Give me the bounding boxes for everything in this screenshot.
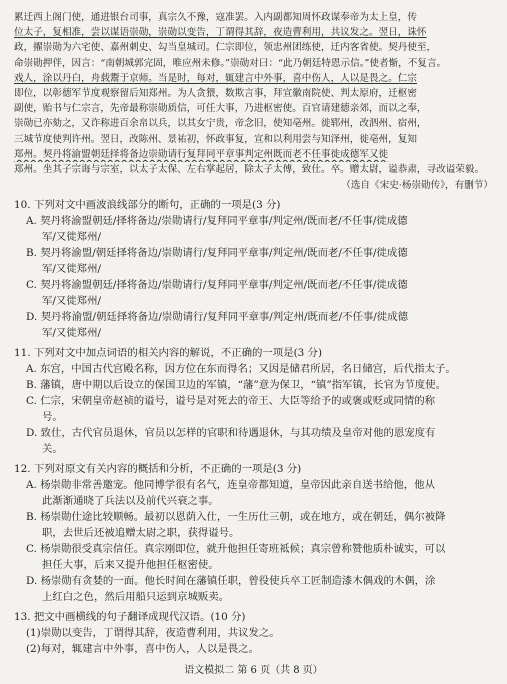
translation-underline-2: 戏人，涂以丹白，舟载鬻于京师。当是时，每对，辄建言中外事，喜中伤人，人以是畏之。仁宗	[14, 72, 417, 84]
translation-item-1: (1)崇勋以变告，丁谓得其辞，夜造曹利用，共议发之。	[26, 627, 280, 640]
option-text-cont: 职，去世后还被追赠太尉之职，获得谥号。	[42, 527, 240, 540]
question-10	[14, 197, 493, 341]
passage-line: 三城节度使判许州。翌日，改陈州、景祐初，怀政事复，宣和以利用尝与知泽州，徙亳州，复知	[14, 133, 417, 145]
passage-line: 累迁西上阁门使，通进银台司事，真宗久不豫，寇准罢。入内副都知周怀政谋奉帝为太上皇，传	[14, 12, 417, 23]
option-text: 仁宗，宋朝皇帝赵祯的谥号，谥号是对死去的帝王、大臣等给予的或褒或贬或同情的称	[40, 395, 436, 408]
option-text: 杨崇勋非常善邀宠。他同博学很有名气，连皇帝都知道，皇帝因此亲自送书给他，他从	[40, 479, 435, 492]
passage-line: 郑州。坐其子宗诲与宗室，以太子太保、左右掌起居，除太子太傅，致仕。卒。赠太尉，谥恭肃，寻改谥荣毅。	[14, 164, 485, 176]
option-text: 契丹将渝盟朝廷/择将备边/崇勋请行/复拜同平章事/判定州/既而老/不任事/徙成德	[40, 215, 408, 228]
option-label: B.	[26, 511, 37, 524]
passage-line: 政，擢崇勋为六宅使、嘉州刺史、勾当皇城司。仁宗即位，领忠州团练使，迁内客省使。契丹使至，	[14, 42, 437, 54]
translation-underline-1: 位太子，复相准，尝以谋语崇勋，崇勋以变告，丁谓得其辞，夜造曹利用，共议发之。翌日，诛怀	[14, 27, 427, 39]
question-13	[14, 609, 493, 657]
passage-line	[14, 147, 493, 162]
question-stem: 10. 下列对文中画波浪线部分的断句，正确的一项是(3 分)	[14, 199, 281, 212]
option-label: D.	[26, 575, 38, 588]
option-c[interactable]	[14, 277, 493, 309]
passage-line: 崇勋已亦劾之，又诈称进百余帛以兵，以其女宁贵，帝念旧，使知亳州。徙郓州，改泗州、宿州，	[14, 118, 427, 130]
option-text-cont: 关。	[42, 443, 63, 456]
option-text: 东宫，中国古代宫殿名称，因方位在东而得名；又因是储君所居，名日储宫，后代指太子。	[40, 363, 456, 376]
option-c[interactable]	[14, 541, 493, 573]
option-label: C.	[26, 543, 37, 556]
option-text-cont: 军/又徙郑州/	[42, 263, 101, 276]
option-label: D.	[26, 427, 38, 440]
option-a[interactable]	[14, 361, 493, 377]
question-stem: 11. 下列对文中加点词语的相关内容的解说，不正确的一项是(3 分)	[14, 347, 323, 360]
option-text: 藩镇，唐中期以后设立的保国卫边的军镇，“藩”意为保卫，“镇”指军镇，长官为节度使。	[40, 379, 446, 392]
option-text-cont: 上红白之色，然后用船只运到京城贩卖。	[42, 591, 230, 604]
option-label: B.	[26, 247, 37, 260]
question-11	[14, 345, 493, 457]
option-text-cont: 此渐渐通晓了兵法以及前代兴衰之事。	[42, 495, 219, 508]
passage-line: 副使，贻书与仁宗言，先帝最称崇勋质信，可任大事，乃进枢密使。百官请建德亲郊，而以之奉，	[14, 103, 427, 115]
translation-item-2: (2)每对，辄建言中外事，喜中伤人，人以是畏之。	[26, 643, 259, 656]
option-text: 契丹将渝盟朝廷/择将备边/崇勋请行/复拜同平章事/判定州/既而老/不任事/徙成德	[40, 279, 408, 292]
option-b[interactable]	[14, 509, 493, 541]
option-a[interactable]	[14, 477, 493, 509]
option-text: 致仕，古代官员退休，官员以怎样的官职和待遇退休，与其功绩及皇帝对他的恩宠度有	[40, 427, 436, 440]
option-b[interactable]	[14, 377, 493, 393]
option-d[interactable]	[14, 425, 493, 457]
question-12	[14, 461, 493, 605]
passage-line	[14, 71, 493, 86]
option-b[interactable]	[14, 245, 493, 277]
option-text-cont: 军/又徙郑州/	[42, 327, 101, 340]
question-stem: 13. 把文中画横线的句子翻译成现代汉语。(10 分)	[14, 611, 246, 624]
question-stem: 12. 下列对原文有关内容的概括和分析，不正确的一项是(3 分)	[14, 463, 302, 476]
page-footer: 语文模拟二 第 6 页（共 8 页）	[184, 665, 323, 676]
option-text-cont: 军/又徙郑州/	[42, 295, 101, 308]
option-label: C.	[26, 279, 37, 292]
option-a[interactable]	[14, 213, 493, 245]
option-text: 杨崇勋仕途比较顺畅。最初以恩荫入仕，一生历仕三朝，或在地方，或在朝廷，偶尔被降	[40, 511, 446, 524]
option-text: 契丹将渝盟/朝廷择将备边/崇勋请行/复拜同平章事/判定州/既而老/不任事/徙成德	[40, 311, 408, 324]
option-label: D.	[26, 311, 38, 324]
classical-passage	[14, 10, 493, 193]
option-label: B.	[26, 379, 37, 392]
option-label: A.	[26, 363, 37, 376]
option-text: 杨崇勋有贪婪的一面。他长时间在藩镇任职，曾役使兵卒工匠制造漆木偶戏的木偶，涂	[40, 575, 436, 588]
passage-line: 即位，以彰德军节度观察留后知郑州。为人贪猥，数欺言事，拜宣徽南院使、判太原府，迁枢密	[14, 88, 417, 100]
option-label: C.	[26, 395, 37, 408]
option-label: A.	[26, 479, 37, 492]
option-text: 契丹将渝盟/朝廷择将备边/崇勋请行/复拜同平章事/判定州/既而老/不任事/徙成德	[40, 247, 408, 260]
option-label: A.	[26, 215, 37, 228]
option-d[interactable]	[14, 309, 493, 341]
option-text-cont: 担任大事，后来又提升他担任枢密使。	[42, 559, 219, 572]
wavy-underline-segment: 郑州。契丹将渝盟朝廷择将备边崇勋请行复拜同平章事判定州既而老不任事徙成德军又徙	[14, 148, 389, 160]
option-text: 杨崇勋很受真宗信任。真宗刚即位，就升他担任寄班祗候；真宗曾称赞他质朴诚实，可以	[40, 543, 446, 556]
option-text-cont: 号。	[42, 411, 63, 424]
option-c[interactable]	[14, 393, 493, 425]
option-d[interactable]	[14, 573, 493, 605]
option-text-cont: 军/又徙郑州/	[42, 231, 101, 244]
passage-line	[14, 25, 493, 40]
passage-source: （选自《宋史·杨崇勋传》，有删节）	[341, 180, 493, 192]
passage-line: 命崇勋押伴，因言：“南朝城郭完固，唯应州未修。”崇勋对曰：“此乃朝廷特恩示信。”使者惭，不复言。	[14, 57, 447, 69]
